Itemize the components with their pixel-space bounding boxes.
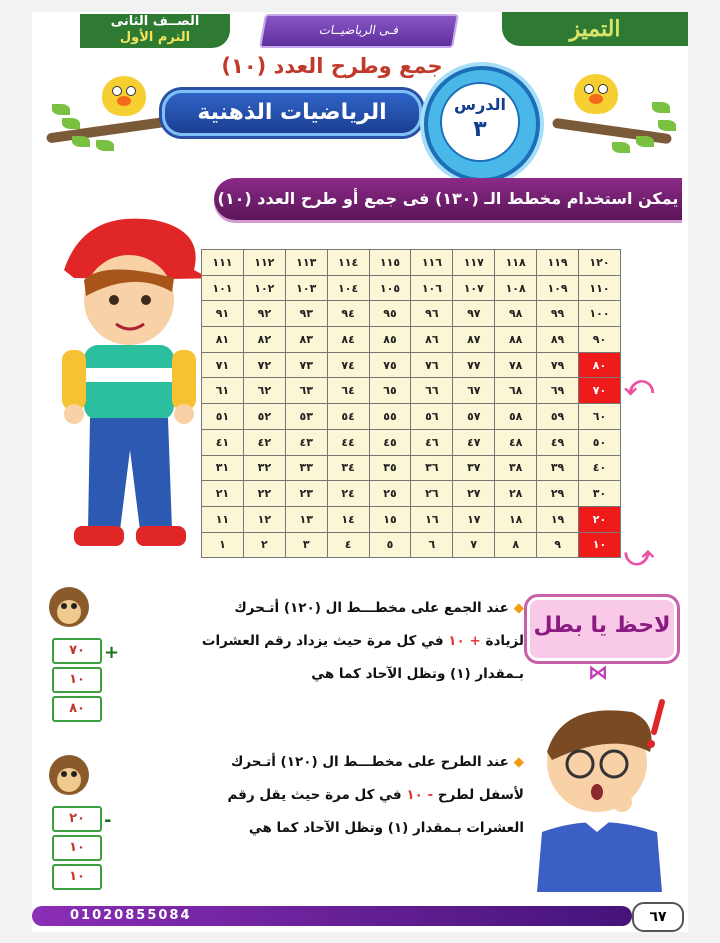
grid-cell: ٨٣ [285,327,327,353]
worksheet-page [32,12,688,932]
grid-cell: ٩٣ [285,301,327,327]
grid-cell: ١٠٦ [411,275,453,301]
note-badge: لاحظ يا بطل [524,594,680,664]
grid-cell: ٣٤ [327,455,369,481]
leaf-icon [636,136,654,147]
grid-cell: ٤ [327,532,369,558]
grid-cell: ٤١ [202,429,244,455]
grid-cell: ٦٣ [285,378,327,404]
grid-cell: ٦١ [202,378,244,404]
grid-cell: ٥٨ [495,404,537,430]
grid-cell: ٧٩ [537,352,579,378]
boy-illustration [44,200,214,560]
lesson-badge [424,66,540,182]
grid-cell: ٨٦ [411,327,453,353]
grid-cell: ١٤ [327,506,369,532]
grid-cell: ٦٨ [495,378,537,404]
grid-cell: ٣٩ [537,455,579,481]
grid-cell: ٩٢ [243,301,285,327]
grid-cell: ١٠٥ [369,275,411,301]
grid-cell: ٩ [537,532,579,558]
grid-cell: ٥٧ [453,404,495,430]
grid-cell: ١٠٨ [495,275,537,301]
rule-add-line1: ◆ عند الجمع على مخطـــط ال (١٢٠) أتـحرك [234,600,524,616]
grid-cell: ٧٤ [327,352,369,378]
thinking-kid-illustration [522,692,682,892]
grade-text: الصــف الثانى [110,14,200,29]
grid-cell: ٥ [369,532,411,558]
grid-cell: ٤٥ [369,429,411,455]
grid-cell: ٢٣ [285,481,327,507]
footer [32,900,688,932]
grid-cell: ٢ [243,532,285,558]
grid-cell: ٣٠ [579,481,621,507]
grid-cell: ١٠٩ [537,275,579,301]
grade-label [80,14,230,48]
grid-cell: ١٩ [537,506,579,532]
grid-cell: ٢٥ [369,481,411,507]
grid-cell: ١٠٠ [579,301,621,327]
example-sub-b: ١٠ [52,835,102,861]
leaf-icon [62,118,80,129]
monkey-icon [44,750,94,800]
grid-cell: ٣٣ [285,455,327,481]
rule-sub-line2: لأسفل لطرح - ١٠ في كل مرة حيث يقل رقم [227,787,524,803]
grid-cell: ٦٧ [453,378,495,404]
grid-cell: ٣٦ [411,455,453,481]
grid-cell: ٧٦ [411,352,453,378]
grid-cell: ١٢ [243,506,285,532]
example-add-a: ٧٠ [52,638,102,664]
branch-right [552,118,672,145]
grid-cell: ١١١ [202,250,244,276]
example-add-result: ٨٠ [52,696,102,722]
bow-icon: ⋈ [588,660,608,684]
grid-cell: ٢٢ [243,481,285,507]
grid-cell: ٧٨ [495,352,537,378]
hundred-twenty-chart [201,249,621,558]
grid-row [202,301,621,327]
grid-cell: ٥١ [202,404,244,430]
grid-cell: ١١٥ [369,250,411,276]
grid-cell: ٢٦ [411,481,453,507]
grid-cell: ٩٨ [495,301,537,327]
grid-cell: ٧١ [202,352,244,378]
grid-cell: ٢٧ [453,481,495,507]
example-sub [52,806,112,893]
grid-cell: ٧٥ [369,352,411,378]
grid-cell: ٤٠ [579,455,621,481]
rule-sub-line1: ◆ عند الطرح على مخطـــط ال (١٢٠) أتـحرك [231,754,524,770]
grid-cell: ٩٦ [411,301,453,327]
grid-cell: ٦٢ [243,378,285,404]
monkey-icon [44,582,94,632]
grid-cell: ٨٧ [453,327,495,353]
grid-cell: ٧٣ [285,352,327,378]
rule-sub [144,746,524,845]
curve-arrow-icon: ⤻ [624,539,654,572]
grid-row [202,352,621,378]
grid-cell: ٥٤ [327,404,369,430]
grid-cell: ٤٧ [453,429,495,455]
grid-cell: ١١٨ [495,250,537,276]
subject-badge: فـى الرياضيــات [259,14,459,48]
bird-icon [574,74,618,114]
grid-cell: ٩٩ [537,301,579,327]
page-number: ٦٧ [632,902,684,932]
leaf-icon [72,136,90,147]
grid-cell: ٦٩ [537,378,579,404]
grid-cell: ١٧ [453,506,495,532]
grid-cell: ١١٦ [411,250,453,276]
grid-cell: ٨٢ [243,327,285,353]
grid-cell: ٨٠ [579,352,621,378]
term-text: الترم الأول [119,30,191,45]
grid-cell: ١١٤ [327,250,369,276]
grid-row [202,275,621,301]
grid-cell: ٨١ [202,327,244,353]
grid-row [202,506,621,532]
grid-cell: ٥٣ [285,404,327,430]
grid-cell: ٨٨ [495,327,537,353]
grid-cell: ٩٥ [369,301,411,327]
grid-cell: ٢١ [202,481,244,507]
grid-cell: ٤٣ [285,429,327,455]
leaf-icon [612,142,630,153]
grid-cell: ١١٧ [453,250,495,276]
grid-cell: ٧٠ [579,378,621,404]
grid-row [202,378,621,404]
curve-arrow-icon: ⤺ [624,369,654,402]
example-add-b: ١٠ [52,667,102,693]
grid-cell: ١١٢ [243,250,285,276]
grid-cell: ٩٠ [579,327,621,353]
grid-row [202,455,621,481]
minus-sign: - [104,810,112,831]
grid-cell: ٦٤ [327,378,369,404]
grid-cell: ٣٥ [369,455,411,481]
grid-cell: ٢٠ [579,506,621,532]
grid-row [202,481,621,507]
grid-cell: ٢٤ [327,481,369,507]
grid-cell: ١٣ [285,506,327,532]
grid-cell: ٣ [285,532,327,558]
grid-cell: ٦ [411,532,453,558]
grid-cell: ٦٥ [369,378,411,404]
grid-cell: ١٥ [369,506,411,532]
grid-cell: ٥٠ [579,429,621,455]
grid-row [202,404,621,430]
grid-cell: ٨٩ [537,327,579,353]
rule-add-line3: بـمقدار (١) وتظل الآحاد كما هي [311,666,524,682]
grid-cell: ١٢٠ [579,250,621,276]
grid-row [202,429,621,455]
grid-cell: ٦٠ [579,404,621,430]
lesson-label: الدرس [453,95,507,114]
rule-sub-line3: العشرات بـمقدار (١) وتظل الآحاد كما هي [248,820,524,836]
grid-cell: ١٠٤ [327,275,369,301]
grid-cell: ٥٩ [537,404,579,430]
bird-icon [102,76,146,116]
example-add [52,638,120,725]
grid-cell: ٧ [453,532,495,558]
grid-cell: ٥٢ [243,404,285,430]
instruction-banner: يمكن استخدام مخطط الـ (١٣٠) فى جمع أو طرح العدد (١٠) [214,178,682,220]
brand-logo: التميز [502,12,688,46]
grid-row [202,327,621,353]
grid-cell: ٥٦ [411,404,453,430]
grid-cell: ١٠٣ [285,275,327,301]
grid-cell: ١٠ [579,532,621,558]
grid-cell: ١٠٧ [453,275,495,301]
leaf-icon [658,120,676,131]
grid-cell: ١٠٢ [243,275,285,301]
grid-cell: ٥٥ [369,404,411,430]
grid-cell: ٦٦ [411,378,453,404]
grid-cell: ٤٨ [495,429,537,455]
grid-row [202,250,621,276]
grid-cell: ٧٢ [243,352,285,378]
grid-cell: ٣٧ [453,455,495,481]
grid-cell: ١٨ [495,506,537,532]
grid-cell: ١٦ [411,506,453,532]
rule-add [144,592,524,691]
grid-cell: ٧٧ [453,352,495,378]
lesson-topic: جمع وطرح العدد (١٠) [221,54,443,78]
leaf-icon [96,140,114,151]
grid-cell: ٣٨ [495,455,537,481]
grid-cell: ١١٣ [285,250,327,276]
grid-cell: ٣١ [202,455,244,481]
lesson-number: ٣ [473,117,487,142]
grid-row [202,532,621,558]
grid-cell: ٤٢ [243,429,285,455]
grid-cell: ١١٩ [537,250,579,276]
grid-cell: ٨٥ [369,327,411,353]
rule-add-line2: لزيادة + ١٠ في كل مرة حيث يزداد رقم العشرات [201,633,524,649]
grid-cell: ٢٨ [495,481,537,507]
grid-cell: ١ [202,532,244,558]
grid-cell: ٩١ [202,301,244,327]
grid-cell: ١٠١ [202,275,244,301]
grid-cell: ٤٦ [411,429,453,455]
grid-cell: ٨ [495,532,537,558]
grid-cell: ٨٤ [327,327,369,353]
phone-number: 01020855084 [70,908,192,923]
grid-cell: ٣٢ [243,455,285,481]
grid-cell: ١١٠ [579,275,621,301]
grid-cell: ١١ [202,506,244,532]
grid-cell: ٤٩ [537,429,579,455]
plus-sign: + [104,642,120,663]
grid-cell: ٢٩ [537,481,579,507]
leaf-icon [52,104,70,115]
leaf-icon [652,102,670,113]
lesson-title: الرياضيات الذهنية [162,90,422,136]
example-sub-result: ١٠ [52,864,102,890]
grid-cell: ٤٤ [327,429,369,455]
grid-cell: ٩٤ [327,301,369,327]
example-sub-a: ٢٠ [52,806,102,832]
grid-cell: ٩٧ [453,301,495,327]
